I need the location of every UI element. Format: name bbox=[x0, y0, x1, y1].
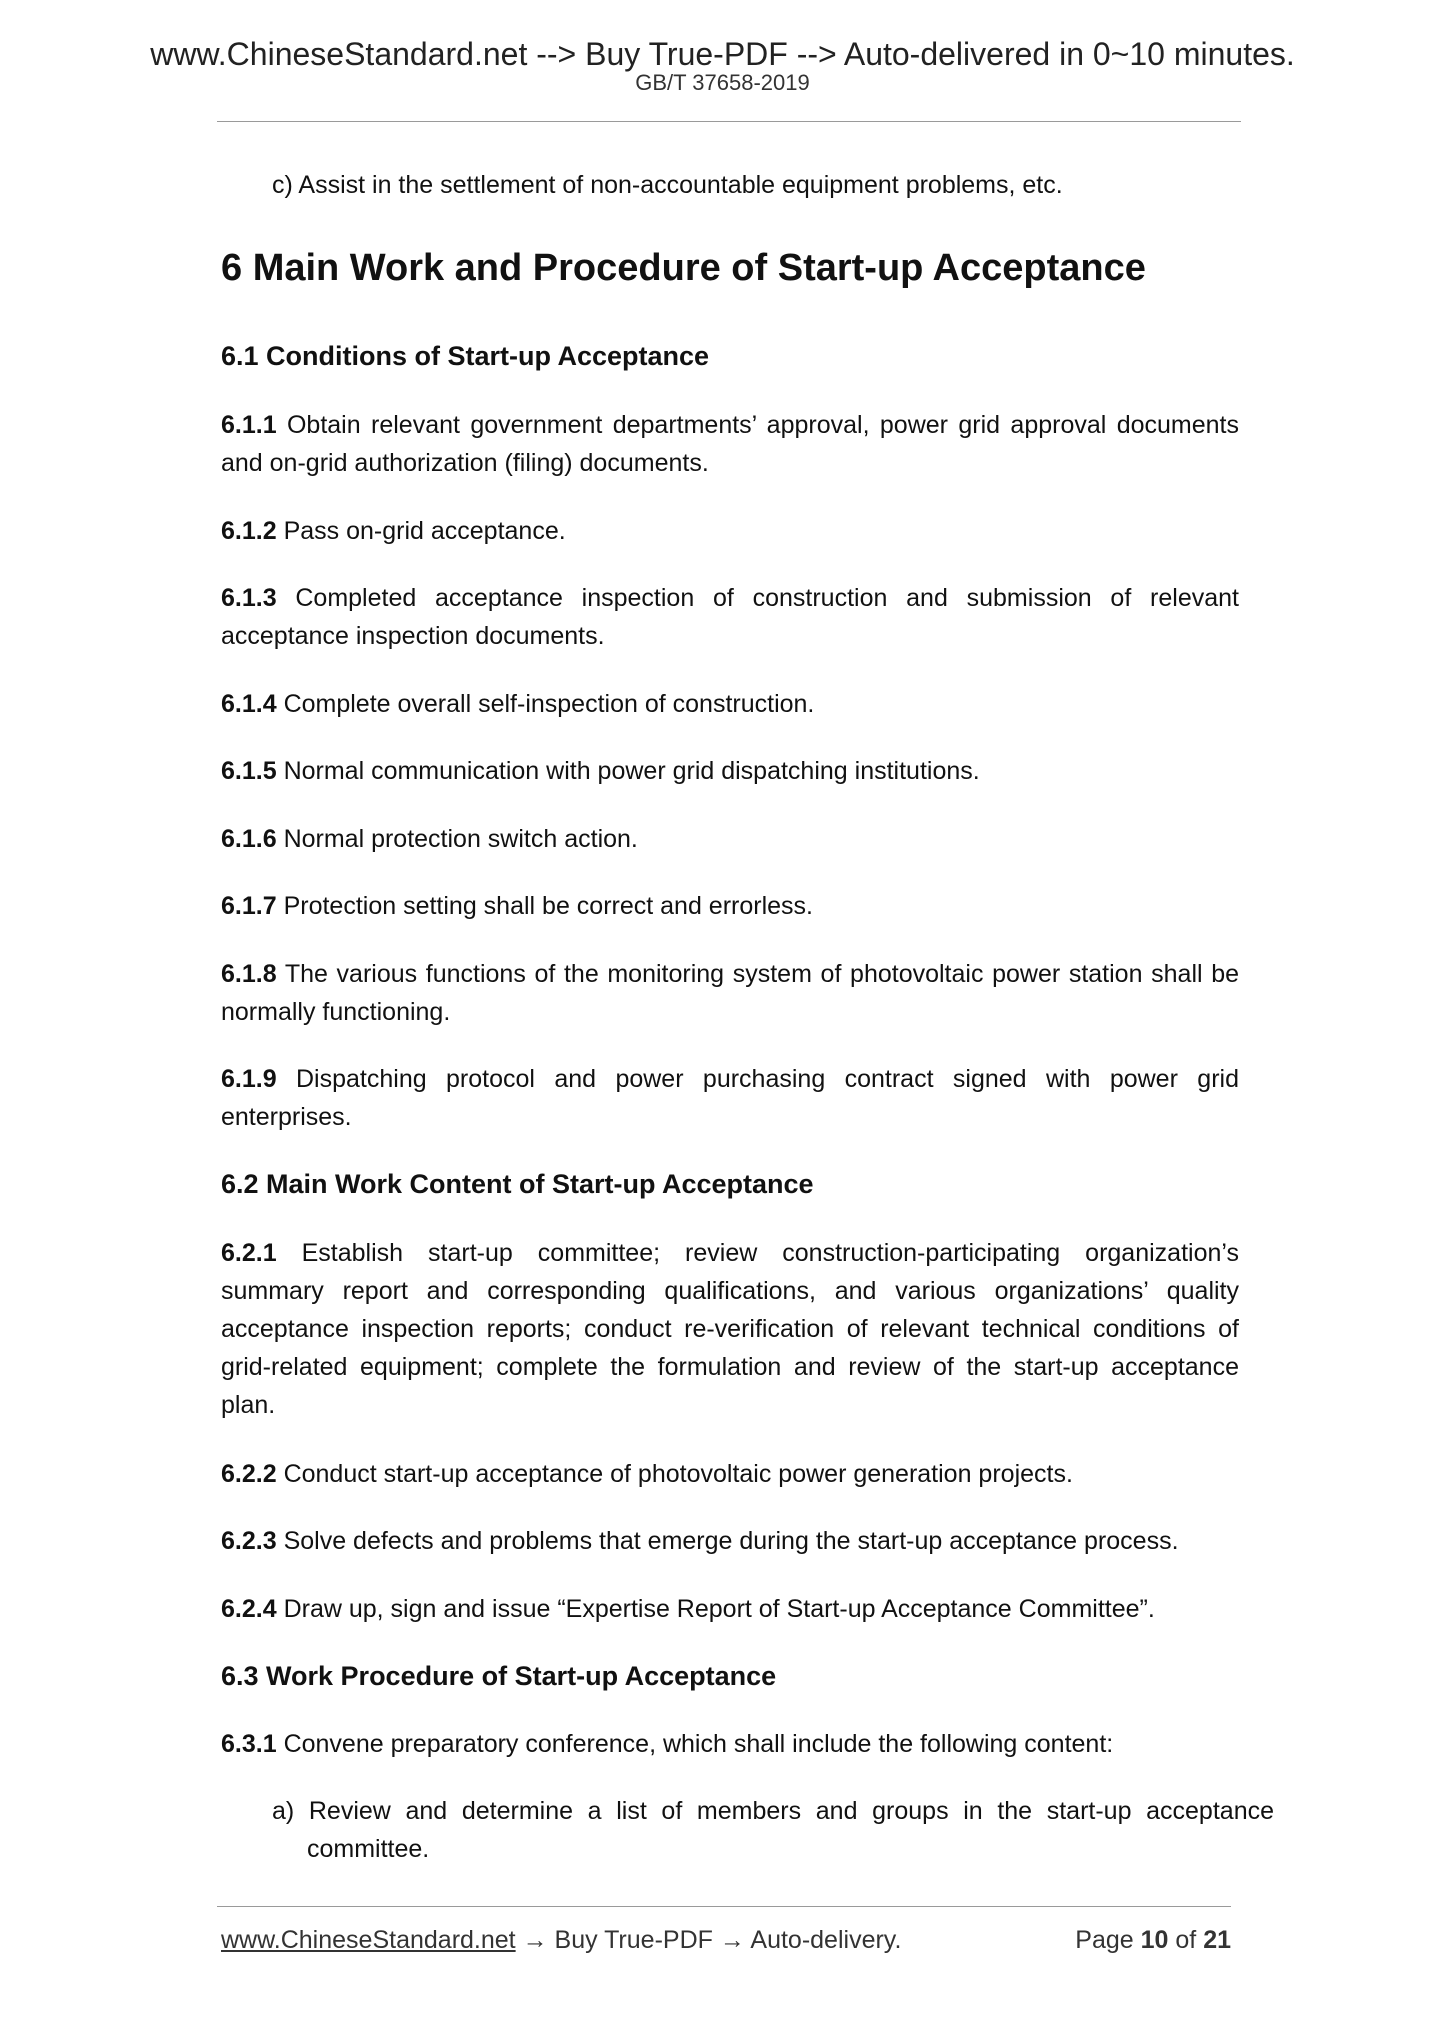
section-6-heading: 6 Main Work and Procedure of Start-up Acceptance bbox=[221, 247, 1146, 289]
clause-text: Draw up, sign and issue “Expertise Report of Start-up Acceptance Committee”. bbox=[283, 1595, 1155, 1623]
clause-text: Solve defects and problems that emerge during the start-up acceptance process. bbox=[283, 1527, 1179, 1555]
clause-number: 6.1.7 bbox=[221, 892, 277, 920]
clause-number: 6.1.5 bbox=[221, 757, 277, 785]
clause-number: 6.1.4 bbox=[221, 690, 277, 718]
clause-number: 6.1.1 bbox=[221, 411, 277, 439]
clause-text: Normal protection switch action. bbox=[283, 825, 638, 853]
clause-number: 6.1.8 bbox=[221, 960, 277, 988]
clause-6-3-1 bbox=[221, 1725, 1239, 1763]
clause-6-2-3 bbox=[221, 1522, 1239, 1560]
clause-text: The various functions of the monitoring system of photovoltaic power station shall be normally functioning. bbox=[221, 960, 1240, 1026]
clause-number: 6.1.2 bbox=[221, 517, 277, 545]
clause-6-1-6 bbox=[221, 820, 1239, 858]
clause-6-1-7 bbox=[221, 887, 1239, 925]
section-6-3-heading: 6.3 Work Procedure of Start-up Acceptance bbox=[221, 1661, 777, 1691]
clause-text: Pass on-grid acceptance. bbox=[283, 517, 566, 545]
header-divider bbox=[217, 121, 1241, 122]
clause-6-1-1 bbox=[221, 406, 1239, 482]
clause-6-1-9 bbox=[221, 1060, 1239, 1136]
clause-6-2-4 bbox=[221, 1590, 1239, 1628]
footer-left bbox=[221, 1926, 901, 1955]
clause-6-1-4 bbox=[221, 685, 1239, 723]
standard-code: GB/T 37658-2019 bbox=[635, 70, 810, 95]
clause-number: 6.2.3 bbox=[221, 1527, 277, 1555]
page-indicator bbox=[1075, 1926, 1231, 1955]
clause-text: Completed acceptance inspection of construction and submission of relevant acceptance inspection documents. bbox=[221, 584, 1239, 650]
footer-site-link[interactable]: www.ChineseStandard.net bbox=[221, 1926, 516, 1954]
clause-text: Obtain relevant government departments’ approval, power grid approval documents and on-grid authorization (filing) documents. bbox=[221, 411, 1239, 477]
section-6-2-heading: 6.2 Main Work Content of Start-up Acceptance bbox=[221, 1169, 814, 1199]
clause-number: 6.3.1 bbox=[221, 1730, 277, 1758]
clause-number: 6.2.4 bbox=[221, 1595, 277, 1623]
clause-number: 6.1.6 bbox=[221, 825, 277, 853]
clause-6-1-3 bbox=[221, 579, 1239, 655]
clause-text: Normal communication with power grid dispatching institutions. bbox=[283, 757, 980, 785]
page-label: Page bbox=[1075, 1926, 1134, 1954]
header-banner: www.ChineseStandard.net --> Buy True-PDF --> Auto-delivered in 0~10 minutes. bbox=[150, 36, 1295, 72]
clause-6-1-5 bbox=[221, 752, 1239, 790]
clause-text: Conduct start-up acceptance of photovoltaic power generation projects. bbox=[283, 1460, 1073, 1488]
clause-text: Establish start-up committee; review construction-participating organization’s summary report and corresponding qualifications, and various organizations’ quality acceptance inspection reports; conduct re-verification of relevant technical conditions of grid-related equipment; complete the formulation and review of the start-up acceptance plan. bbox=[221, 1239, 1239, 1419]
section-6-1-heading: 6.1 Conditions of Start-up Acceptance bbox=[221, 341, 710, 371]
clause-text: Dispatching protocol and power purchasing contract signed with power grid enterprises. bbox=[221, 1065, 1239, 1131]
clause-6-2-2 bbox=[221, 1455, 1239, 1493]
page-footer bbox=[221, 1926, 1231, 1962]
footer-tagline: → Buy True-PDF → Auto-delivery. bbox=[515, 1926, 902, 1954]
intro-list-item: c) Assist in the settlement of non-accountable equipment problems, etc. bbox=[272, 171, 1063, 199]
clause-number: 6.1.3 bbox=[221, 584, 277, 612]
sub-item-a: a) Review and determine a list of members and groups in the start-up acceptance committee. bbox=[272, 1797, 1274, 1863]
clause-number: 6.2.2 bbox=[221, 1460, 277, 1488]
clause-number: 6.2.1 bbox=[221, 1239, 277, 1267]
footer-divider bbox=[217, 1906, 1231, 1907]
of-label: of bbox=[1175, 1926, 1197, 1954]
clause-text: Complete overall self-inspection of construction. bbox=[283, 690, 815, 718]
clause-text: Convene preparatory conference, which shall include the following content: bbox=[283, 1730, 1114, 1758]
page-number: 10 bbox=[1140, 1926, 1169, 1954]
clause-number: 6.1.9 bbox=[221, 1065, 277, 1093]
clause-6-1-2 bbox=[221, 512, 1239, 550]
clause-text: Protection setting shall be correct and errorless. bbox=[283, 892, 813, 920]
clause-6-1-8 bbox=[221, 955, 1239, 1031]
clause-6-2-1 bbox=[221, 1234, 1239, 1424]
total-pages: 21 bbox=[1203, 1926, 1231, 1954]
